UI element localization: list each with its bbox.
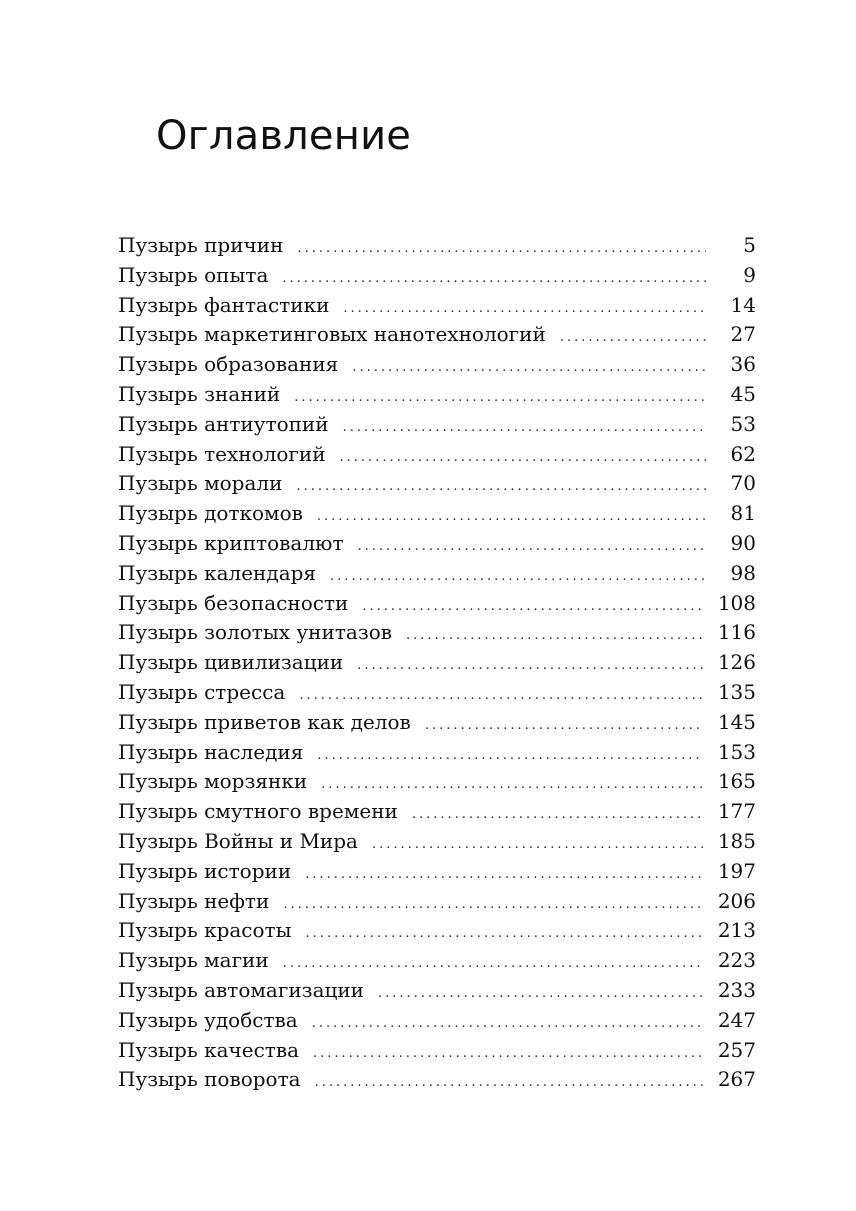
toc-entry[interactable] [118,410,756,440]
toc-entry[interactable] [118,708,756,738]
toc-page-number: 36 [730,352,756,377]
dot-leader [372,830,704,860]
toc-page-number: 27 [730,322,756,347]
toc-entry-title: Пузырь цивилизации [118,650,344,675]
dot-leader [425,711,704,741]
toc-entry-title: Пузырь знаний [118,381,281,406]
toc-entry[interactable] [118,827,756,857]
dot-leader [358,532,706,562]
toc-entry-title: Пузырь причин [118,233,284,257]
page-title: Оглавление [156,113,412,159]
dot-leader [317,502,706,532]
toc-entry-title: Пузырь морзянки [118,769,308,794]
toc-page-number: 233 [717,977,756,1002]
dot-leader [282,264,706,294]
toc-entry-title: Пузырь золотых унитазов [118,620,393,645]
dot-leader [317,741,703,771]
toc-entry[interactable] [118,916,756,946]
toc-entry-title: Пузырь календаря [118,560,317,585]
dot-leader [299,681,703,711]
toc-entry[interactable] [118,529,756,559]
dot-leader [315,1068,704,1098]
toc-entry[interactable] [118,1006,756,1036]
toc-page-number: 177 [717,799,756,824]
dot-leader [312,1009,704,1039]
toc-entry[interactable] [118,767,756,797]
dot-leader [294,383,706,413]
toc-entry-title: Пузырь истории [118,858,292,883]
dot-leader [343,294,706,324]
toc-page-number: 206 [717,888,756,913]
toc-entry-title: Пузырь магии [118,948,269,973]
toc-page-number: 116 [717,620,756,645]
toc-entry[interactable] [118,618,756,648]
toc-page-number: 9 [743,262,756,287]
toc-entry-title: Пузырь технологий [118,441,326,466]
toc-entry-title: Пузырь качества [118,1037,300,1062]
toc-entry[interactable] [118,1065,756,1095]
dot-leader [305,860,704,890]
toc-entry-title: Пузырь опыта [118,262,269,287]
toc-entry-title: Пузырь смутного времени [118,799,398,824]
dot-leader [362,592,703,622]
toc-entry[interactable] [118,469,756,499]
toc-page-number: 62 [730,441,756,466]
toc-page-number: 98 [730,560,756,585]
dot-leader [297,234,706,264]
toc-entry-title: Пузырь образования [118,352,339,377]
toc-entry[interactable] [118,648,756,678]
toc-entry-title: Пузырь наследия [118,739,304,764]
toc-entry[interactable] [118,320,756,350]
dot-leader [306,919,704,949]
toc-entry-title: Пузырь морали [118,471,283,496]
toc-entry-title: Пузырь Войны и Мира [118,828,358,853]
toc-entry-title: Пузырь маркетинговых нанотехнологий [118,322,546,347]
toc-entry[interactable] [118,350,756,380]
toc-entry-title: Пузырь антиутопий [118,411,329,436]
dot-leader [343,413,706,443]
toc-page-number: 257 [717,1037,756,1062]
toc-entry[interactable] [118,857,756,887]
toc-entry[interactable] [118,678,756,708]
toc-entry-title: Пузырь поворота [118,1067,301,1092]
toc-page-number: 108 [717,590,756,615]
toc-entry-title: Пузырь удобства [118,1007,298,1032]
toc-entry[interactable] [118,291,756,321]
toc-entry[interactable] [118,589,756,619]
toc-page-number: 135 [717,679,756,704]
toc-page-number: 153 [717,739,756,764]
toc-entry[interactable] [118,946,756,976]
toc-page-number: 247 [717,1007,756,1032]
toc-entry-title: Пузырь криптовалют [118,530,344,555]
toc-entry[interactable] [118,231,756,261]
toc-page-number: 70 [730,471,756,496]
toc-entry-title: Пузырь фантастики [118,292,330,317]
toc-entry-title: Пузырь нефти [118,888,270,913]
toc-entry[interactable] [118,440,756,470]
toc-page-number: 5 [743,233,756,257]
toc-page-number: 165 [717,769,756,794]
toc-page-number: 53 [730,411,756,436]
toc-entry[interactable] [118,499,756,529]
toc-page-number: 223 [717,948,756,973]
toc-page-number: 145 [717,709,756,734]
dot-leader [283,949,704,979]
toc-entry-title: Пузырь безопасности [118,590,349,615]
dot-leader [378,979,704,1009]
dot-leader [313,1039,704,1069]
toc-entry[interactable] [118,380,756,410]
toc-entry[interactable] [118,559,756,589]
toc-page-number: 126 [717,650,756,675]
toc-entry[interactable] [118,976,756,1006]
toc-entry[interactable] [118,738,756,768]
toc-entry-title: Пузырь доткомов [118,501,303,526]
toc-entry[interactable] [118,797,756,827]
dot-leader [560,323,706,353]
toc-entry-title: Пузырь автомагизации [118,977,365,1002]
toc-entry-title: Пузырь красоты [118,918,292,943]
toc-page-number: 213 [717,918,756,943]
dot-leader [296,472,706,502]
dot-leader [321,770,704,800]
dot-leader [283,890,704,920]
toc-entry[interactable] [118,261,756,291]
toc-entry[interactable] [118,887,756,917]
dot-leader [412,800,704,830]
toc-entry[interactable] [118,1036,756,1066]
dot-leader [330,562,706,592]
toc-entry-title: Пузырь стресса [118,679,286,704]
dot-leader [406,621,704,651]
toc-page-number: 185 [717,828,756,853]
toc-entry-title: Пузырь приветов как делов [118,709,411,734]
dot-leader [340,443,706,473]
toc-page-number: 90 [730,530,756,555]
toc-page-number: 267 [717,1067,756,1092]
dot-leader [352,353,706,383]
toc-page-number: 14 [730,292,756,317]
toc-page-number: 81 [730,501,756,526]
toc-page-number: 197 [717,858,756,883]
dot-leader [357,651,704,681]
table-of-contents [118,231,756,1095]
toc-page-number: 45 [730,381,756,406]
